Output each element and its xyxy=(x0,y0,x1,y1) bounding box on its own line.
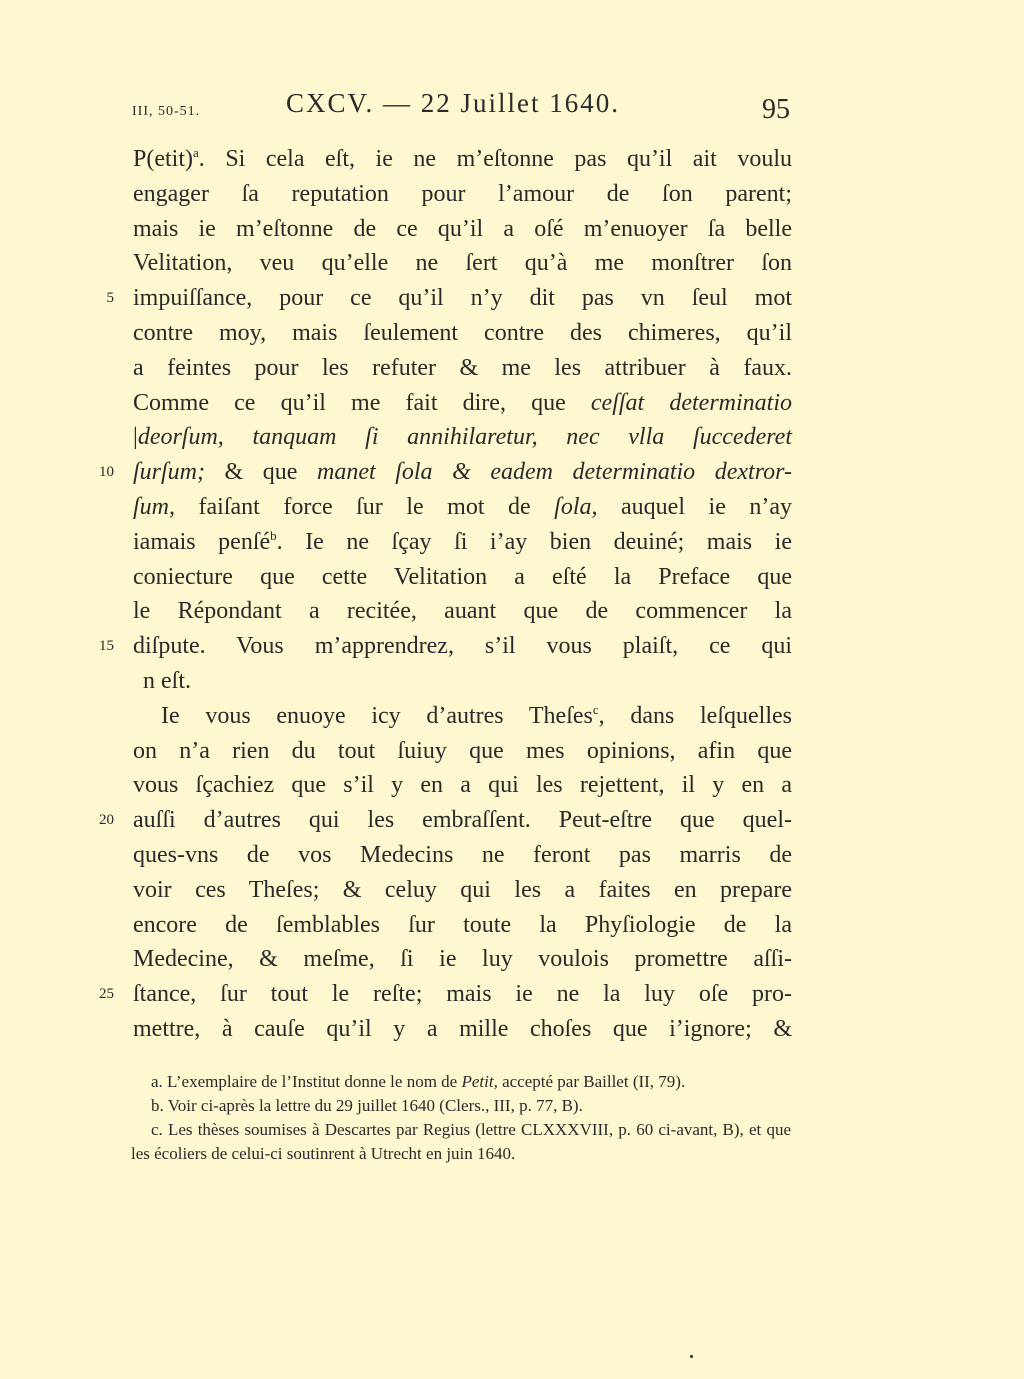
footnote-marker: a xyxy=(193,145,199,160)
text-run: accepté par Baillet (II, 79). xyxy=(497,1072,686,1091)
italic-text: ſola, xyxy=(554,494,598,520)
text-line xyxy=(133,490,792,524)
footnote xyxy=(131,1118,791,1166)
text-run: ques-vns de vos Medecins ne feront pas marris de xyxy=(133,842,792,868)
text-run: Medecine, & meſme, ſi ie luy voulois promettre aſſi- xyxy=(133,946,792,973)
text-line xyxy=(133,420,792,454)
text-run: b. Voir ci-après la lettre du 29 juillet 1640 (Clers., III, p. 77, B). xyxy=(151,1096,583,1115)
text-run: . Ie ne ſçay ſi i’ay bien deuiné; mais ie xyxy=(276,528,792,555)
line-number: 25 xyxy=(99,986,114,1003)
text-run: Ie vous enuoye icy d’autres Theſes xyxy=(161,702,593,729)
line-number: 20 xyxy=(99,812,114,829)
text-run: on n’a rien du tout ſuiuy que mes opinions, afin que xyxy=(133,737,792,764)
text-line xyxy=(133,803,792,837)
text-line xyxy=(133,908,792,942)
text-run: engager ſa reputation pour l’amour de ſon parent; xyxy=(133,180,792,207)
italic-text: manet ſola & eadem determinatio dextror- xyxy=(317,459,792,486)
line-number: 10 xyxy=(99,464,114,481)
text-run: auquel ie n’ay xyxy=(597,494,792,520)
footnotes xyxy=(131,1070,791,1166)
text-run: vous ſçachiez que s’il y en a qui les rejettent, il y en a xyxy=(133,772,792,799)
text-run: contre moy, mais ſeulement contre des chimeres, qu’il xyxy=(133,320,792,346)
line-number: 15 xyxy=(99,638,114,655)
text-run: & que xyxy=(205,459,317,486)
italic-text: ceſſat determinatio xyxy=(590,389,792,416)
text-run: . Si cela eſt, ie ne m’eſtonne pas qu’il ait voulu xyxy=(198,146,792,172)
text-run: diſpute. Vous m’apprendrez, s’il vous plaiſt, ce qui xyxy=(133,633,792,660)
text-run: mettre, à cauſe qu’il y a mille choſes que i’ignore; & xyxy=(133,1016,792,1042)
text-run: Velitation, veu qu’elle ne ſert qu’à me monſtrer ſon xyxy=(133,250,792,277)
text-line xyxy=(133,560,792,594)
text-run: a feintes pour les refuter & me les attribuer à faux. xyxy=(133,354,792,381)
text-run: auſſi d’autres qui les embraſſent. Peut-eſtre que quel- xyxy=(133,807,792,834)
text-line xyxy=(133,455,792,489)
text-line xyxy=(133,768,792,802)
text-line xyxy=(133,838,792,872)
page-number: 95 xyxy=(762,94,790,125)
footnote xyxy=(131,1070,791,1094)
italic-text: Petit, xyxy=(461,1072,498,1091)
text-line xyxy=(133,386,792,420)
text-run: P(etit) xyxy=(133,146,193,172)
text-line xyxy=(133,281,792,315)
text-line xyxy=(133,142,792,176)
text-line xyxy=(133,942,792,976)
text-run: voir ces Theſes; & celuy qui les a faites en prepare xyxy=(133,876,792,903)
text-line xyxy=(133,873,792,907)
volume-reference: III, 50-51. xyxy=(132,104,201,119)
text-run: n eſt. xyxy=(143,668,191,694)
text-run: a. L’exemplaire de l’Institut donne le nom de xyxy=(151,1072,462,1091)
text-run: Comme ce qu’il me fait dire, que xyxy=(133,389,591,416)
text-run: c. Les thèses soumises à Descartes par Regius (lettre CLXXXVIII, p. 60 ci-avant, B), et que les écoliers de celui-ci soutinrent à Utrecht en juin 1640. xyxy=(131,1120,791,1163)
text-line xyxy=(133,177,792,211)
text-run: le Répondant a recitée, auant que de commencer la xyxy=(133,598,792,625)
text-line xyxy=(133,629,792,663)
text-line xyxy=(133,246,792,280)
text-run: | xyxy=(133,424,138,451)
text-line xyxy=(133,594,792,628)
text-line xyxy=(161,699,792,733)
text-line xyxy=(133,316,792,350)
line-number: 5 xyxy=(106,290,114,307)
text-line xyxy=(133,734,792,768)
text-run: faiſant force ſur le mot de xyxy=(175,494,555,520)
text-line xyxy=(133,1012,792,1046)
italic-text: deorſum, tanquam ſi annihilaretur, nec vlla ſuccederet xyxy=(137,424,792,451)
running-header xyxy=(0,88,1024,128)
text-line xyxy=(133,525,792,559)
italic-text: ſum, xyxy=(133,494,175,520)
text-run: , dans leſquelles xyxy=(598,702,792,729)
text-run: coniecture que cette Velitation a eſté la Preface que xyxy=(133,563,792,590)
letter-title: CXCV. — 22 Juillet 1640. xyxy=(286,88,621,118)
text-line xyxy=(143,664,802,698)
text-run: ſtance, ſur tout le reſte; mais ie ne la luy oſe pro- xyxy=(133,981,792,1008)
page-speck xyxy=(690,1355,693,1358)
text-line xyxy=(133,351,792,385)
text-line xyxy=(133,212,792,246)
text-line xyxy=(133,977,792,1011)
text-run: iamais penſé xyxy=(133,528,271,555)
text-run: encore de ſemblables ſur toute la Phyſiologie de la xyxy=(133,911,792,938)
footnote xyxy=(131,1094,791,1118)
footnote-marker: b xyxy=(270,527,277,543)
text-run: impuiſſance, pour ce qu’il n’y dit pas vn ſeul mot xyxy=(133,285,792,312)
italic-text: ſurſum; xyxy=(133,459,205,486)
text-run: mais ie m’eſtonne de ce qu’il a oſé m’enuoyer ſa belle xyxy=(133,215,792,242)
footnote-marker: c xyxy=(592,701,599,717)
